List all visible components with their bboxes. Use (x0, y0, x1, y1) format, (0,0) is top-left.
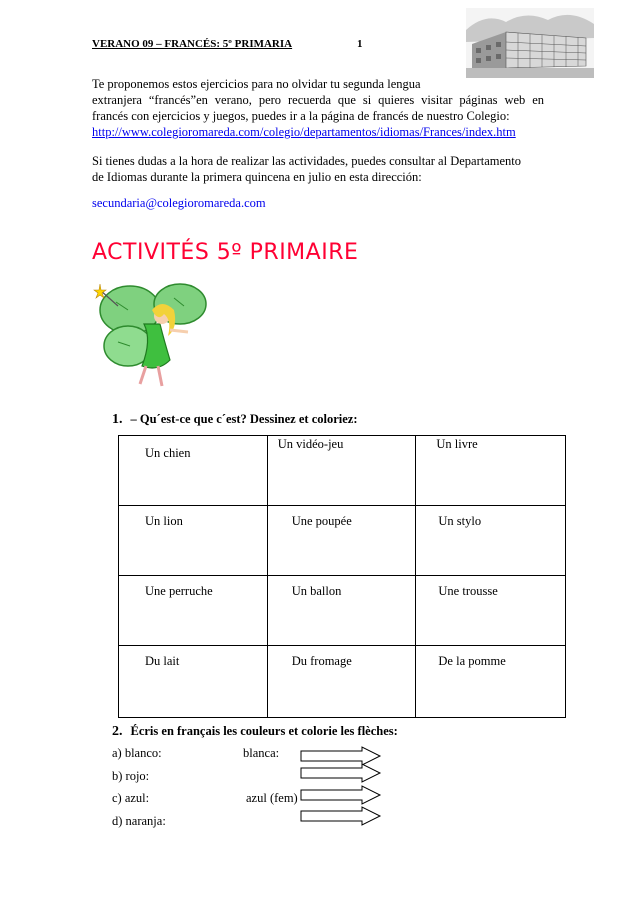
cell-label: Une poupée (291, 514, 352, 528)
contact-line: de Idiomas durante la primera quincena en julio en esta dirección: (92, 170, 422, 184)
color-item-label: a) blanco: (112, 746, 162, 760)
french-page-link[interactable]: http://www.colegioromareda.com/colegio/departamentos/idiomas/Frances/index.htm (92, 125, 516, 139)
cell-label: Un vidéo-jeu (277, 437, 344, 451)
intro-line: extranjera “francés”en verano, pero recuerda que si quieres visitar páginas web en (92, 93, 544, 107)
vocabulary-table (118, 435, 566, 718)
cell-label: Un ballon (291, 584, 342, 598)
table-cell[interactable] (416, 576, 566, 646)
cell-label: Une perruche (145, 584, 213, 598)
table-cell[interactable] (119, 506, 268, 576)
cell-label: De la pomme (438, 654, 506, 668)
table-cell[interactable] (267, 506, 416, 576)
contact-paragraph (92, 153, 544, 185)
exercise-2-number: 2. (112, 724, 123, 739)
exercise-2-heading (112, 724, 398, 740)
table-row (119, 646, 566, 718)
exercise-1-number: 1. (112, 412, 123, 427)
table-cell[interactable] (416, 646, 566, 718)
cell-label: Une trousse (438, 584, 498, 598)
table-cell[interactable] (416, 436, 566, 506)
table-cell[interactable] (267, 576, 416, 646)
table-row (119, 506, 566, 576)
page-number: 1 (357, 38, 363, 50)
table-cell[interactable] (416, 506, 566, 576)
contact-email-link[interactable]: secundaria@colegioromareda.com (92, 196, 266, 210)
intro-paragraph (92, 76, 544, 140)
header-title: VERANO 09 – FRANCÉS: 5º PRIMARIA (92, 38, 293, 50)
intro-line: francés con ejercicios y juegos, puedes ir a la página de francés de nuestro Colegio: (92, 109, 510, 123)
cell-label: Du fromage (291, 654, 352, 668)
cell-label: Du lait (145, 654, 180, 668)
exercise-1-title: – Qu´est-ce que c´est? Dessinez et coloriez: (130, 412, 358, 426)
color-item-label: c) azul: (112, 791, 150, 805)
intro-line: Te proponemos estos ejercicios para no olvidar tu segunda lengua (92, 77, 421, 91)
color-item-answer: blanca: (243, 746, 280, 760)
email-line (92, 195, 544, 211)
table-row (119, 436, 566, 506)
cell-label: Un chien (145, 446, 191, 460)
arrow-shape-icon[interactable] (300, 785, 382, 805)
color-item-answer: azul (fem) (246, 791, 298, 805)
main-title: ACTIVITÉS 5º PRIMAIRE (92, 240, 359, 265)
cell-label: Un stylo (438, 514, 482, 528)
table-cell[interactable] (119, 436, 268, 506)
fairy-illustration (88, 280, 230, 392)
exercise-2-title: Écris en français les couleurs et colorie les flèches: (130, 724, 398, 738)
color-item-label: d) naranja: (112, 814, 166, 828)
table-cell[interactable] (267, 646, 416, 718)
table-cell[interactable] (119, 576, 268, 646)
color-item-label: b) rojo: (112, 769, 150, 783)
contact-line: Si tienes dudas a la hora de realizar las actividades, puedes consultar al Departamento (92, 154, 521, 168)
table-row (119, 576, 566, 646)
cell-label: Un lion (145, 514, 183, 528)
school-building-image (466, 8, 594, 78)
arrow-shape-icon[interactable] (300, 763, 382, 783)
arrow-shape-icon[interactable] (300, 806, 382, 826)
cell-label: Un livre (436, 437, 478, 451)
table-cell[interactable] (119, 646, 268, 718)
table-cell[interactable] (267, 436, 416, 506)
exercise-1-heading (112, 412, 358, 428)
